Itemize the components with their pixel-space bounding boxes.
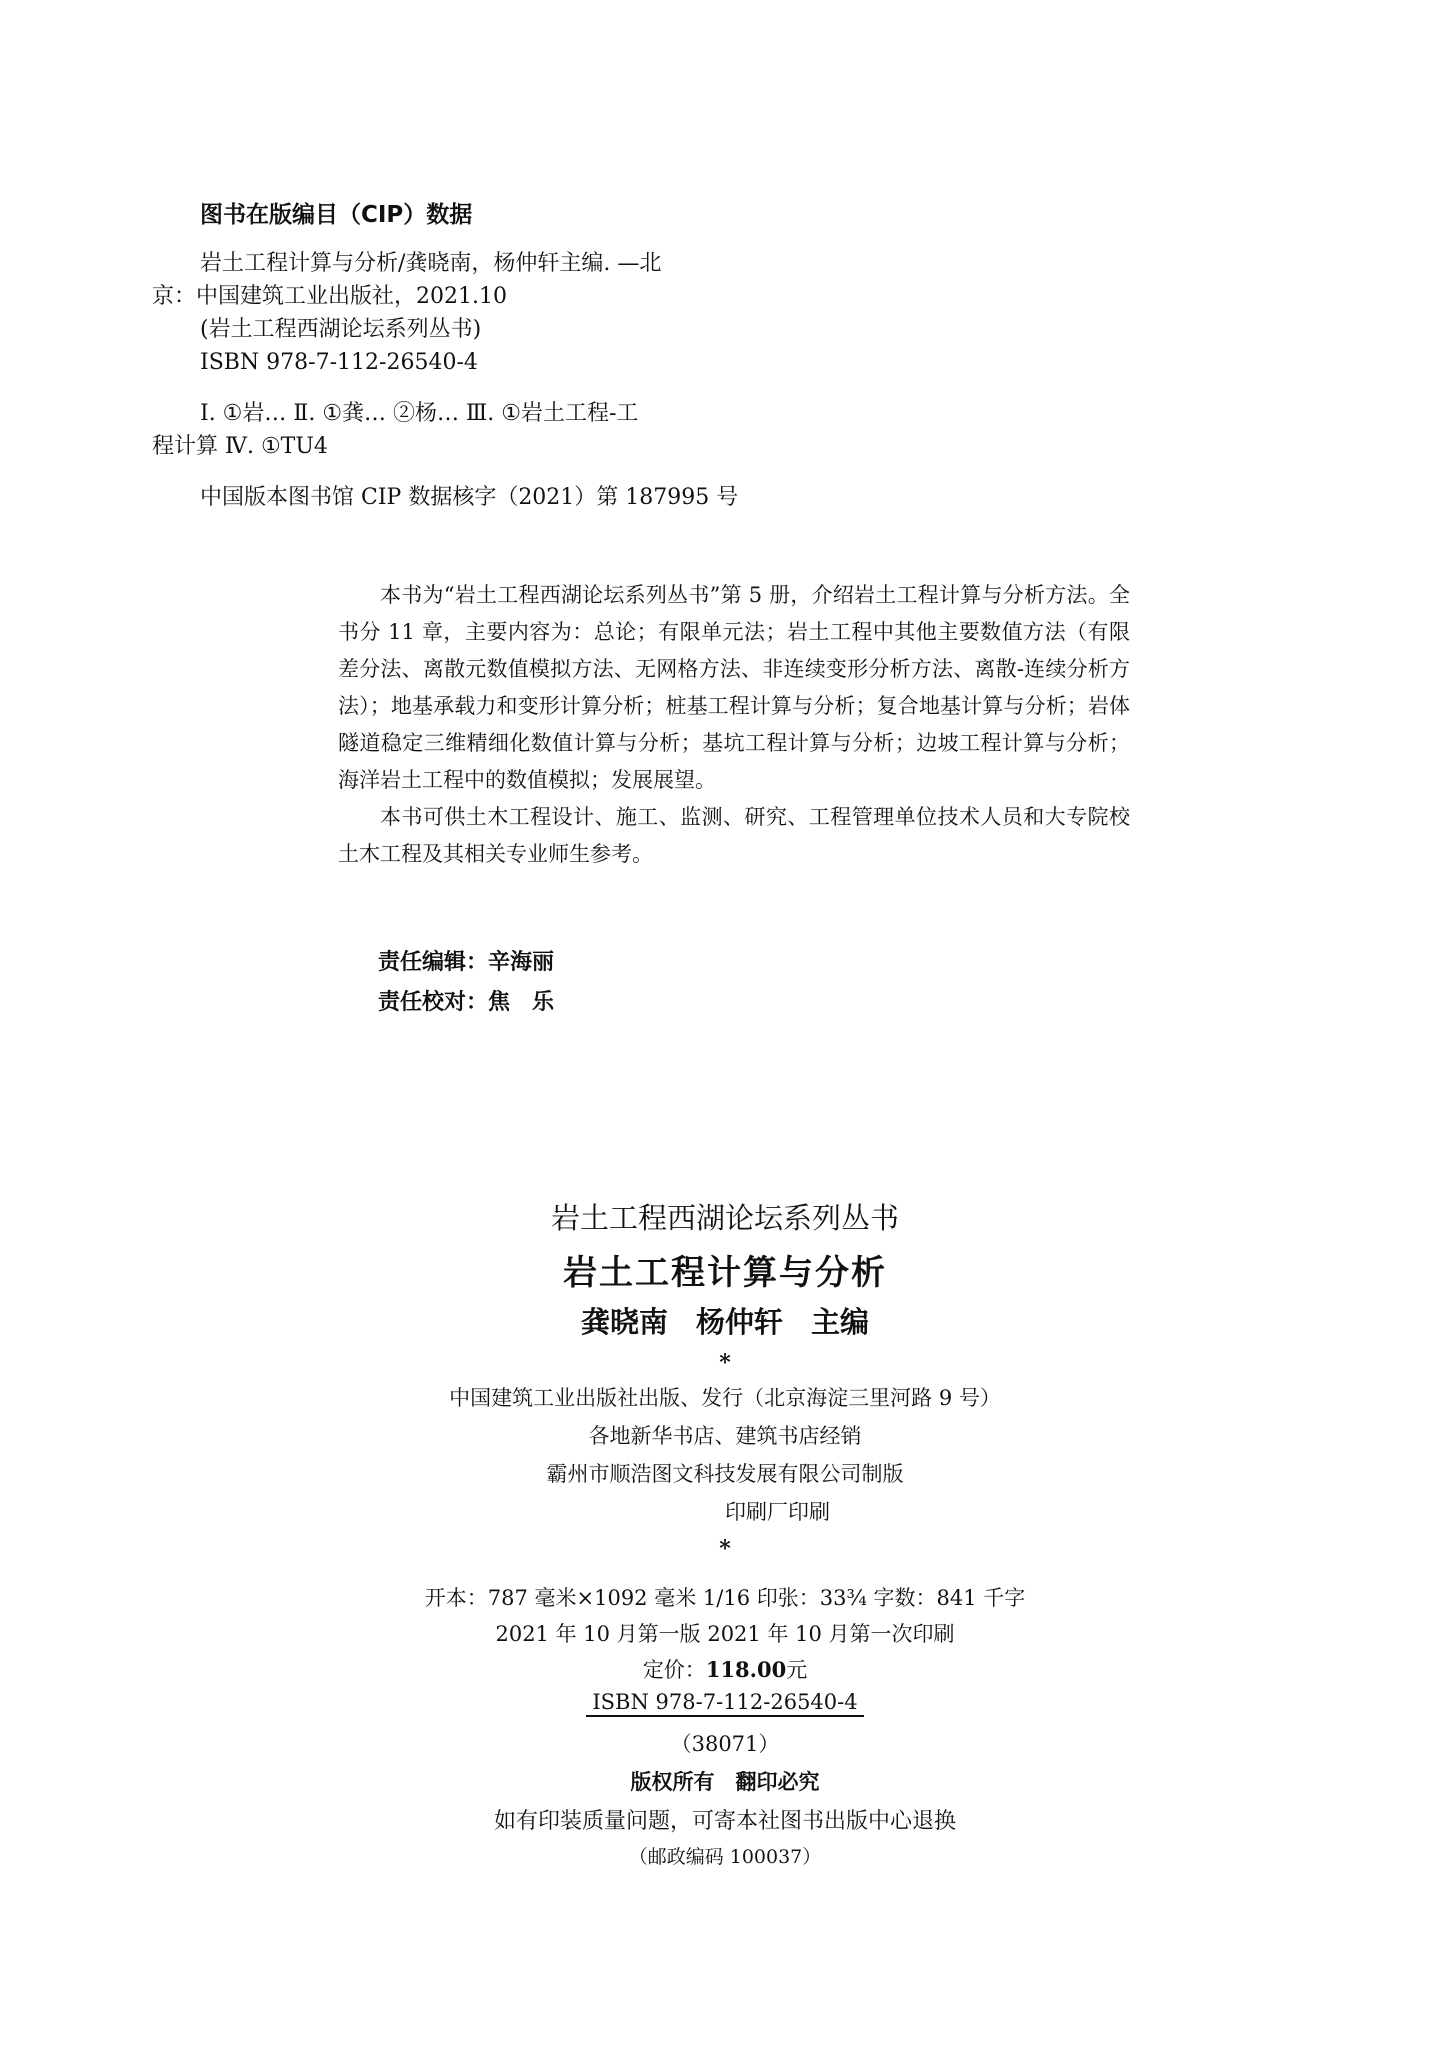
series-name: 岩土工程西湖论坛系列丛书 <box>550 1201 899 1235</box>
summary-paragraph-audience: 本书可供土木工程设计、施工、监测、研究、工程管理单位技术人员和大专院校土木工程及其相关专业师生参考。 <box>338 805 1130 866</box>
isbn-line <box>0 1690 1450 1717</box>
cip-series-note: (岩土工程西湖论坛系列丛书) <box>200 317 482 342</box>
proofreader-name: 焦 乐 <box>488 990 555 1015</box>
distributor-line: 各地新华书店、建筑书店经销 <box>588 1424 862 1448</box>
publisher-line: 中国建筑工业出版社出版、发行（北京海淀三里河路 9 号） <box>449 1386 1001 1410</box>
separator-star: * <box>719 1350 731 1376</box>
book-title: 岩土工程计算与分析 <box>563 1253 887 1293</box>
responsible-editor <box>378 945 554 976</box>
book-code: （38071） <box>670 1732 780 1756</box>
postcode-line: （邮政编码 100037） <box>628 1846 822 1868</box>
proofreader-label: 责任校对： <box>378 990 489 1015</box>
editor-2: 杨仲轩 <box>695 1305 783 1339</box>
separator-star-2: * <box>719 1536 731 1562</box>
cip-isbn: ISBN 978-7-112-26540-4 <box>200 350 478 375</box>
rights-notice: 版权所有 翻印必究 <box>630 1770 820 1794</box>
cip-entry-line1: 岩土工程计算与分析/龚晓南，杨仲轩主编. —北 <box>200 251 662 276</box>
summary-paragraph-content: 本书为“岩土工程西湖论坛系列丛书”第 5 册，介绍岩土工程计算与分析方法。全书分 11 章，主要内容为：总论；有限单元法；岩土工程中其他主要数值方法（有限差分法、离散元数值模拟方法、无网格方法、非连续变形分析方法、离散-连续分析方法）；地基承载力和变形计算分析；桩基工程计算与分析；复合地基计算与分析；岩体隧道稳定三维精细化数值计算与分析；基坑工程计算与分析；边坡工程计算与分析；海洋岩土工程中的数值模拟；发展展望。 <box>338 583 1130 792</box>
printer-line: 印刷厂印刷 <box>725 1500 830 1524</box>
cip-classification-line2: 程计算 Ⅳ. ①TU4 <box>152 434 328 459</box>
isbn-underlined: ISBN 978-7-112-26540-4 <box>586 1690 863 1717</box>
book-editors <box>0 1300 1450 1341</box>
cip-heading: 图书在版编目（CIP）数据 <box>200 202 473 228</box>
cip-classification-line1: Ⅰ. ①岩… Ⅱ. ①龚… ②杨… Ⅲ. ①岩土工程-工 <box>200 401 639 426</box>
edition-line: 2021 年 10 月第一版 2021 年 10 月第一次印刷 <box>495 1622 955 1646</box>
return-notice: 如有印装质量问题，可寄本社图书出版中心退换 <box>493 1809 956 1834</box>
editor-label: 责任编辑： <box>378 950 489 975</box>
price-unit: 元 <box>786 1658 808 1682</box>
responsible-proofreader <box>378 985 554 1016</box>
editor-role: 主编 <box>811 1305 870 1339</box>
specs-line: 开本：787 毫米×1092 毫米 1/16 印张：33¾ 字数：841 千字 <box>424 1586 1026 1610</box>
price-line <box>0 1654 1450 1684</box>
cip-entry-line2: 京：中国建筑工业出版社，2021.10 <box>152 284 507 309</box>
editor-name: 辛海丽 <box>488 950 555 975</box>
price-value: 118.00 <box>705 1657 787 1682</box>
cip-record-number: 中国版本图书馆 CIP 数据核字（2021）第 187995 号 <box>200 485 739 510</box>
price-label: 定价： <box>642 1658 706 1682</box>
book-summary <box>338 577 1130 873</box>
editor-1: 龚晓南 <box>580 1305 668 1339</box>
typesetter-line: 霸州市顺浩图文科技发展有限公司制版 <box>546 1462 904 1486</box>
